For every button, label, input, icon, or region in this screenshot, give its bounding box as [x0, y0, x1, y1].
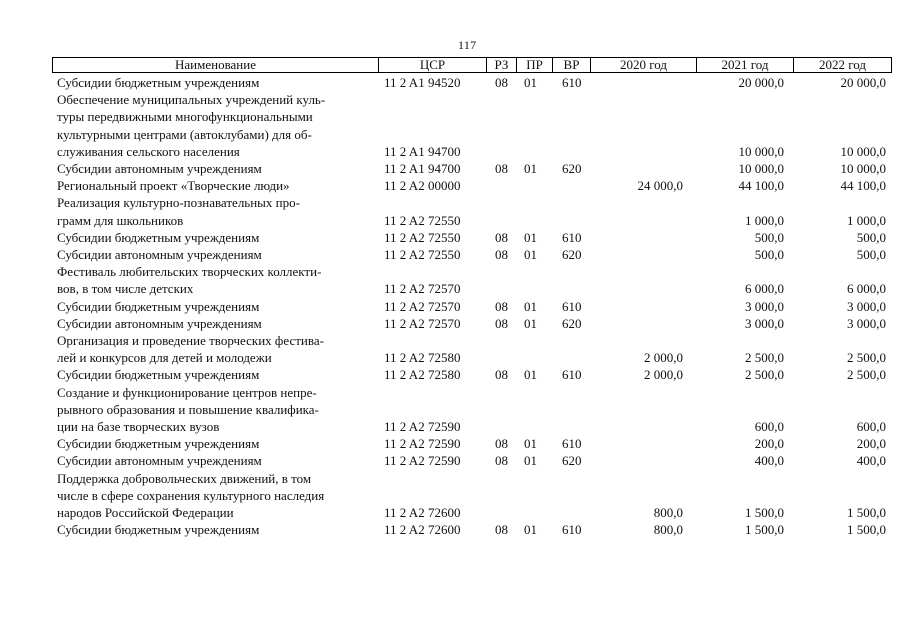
- row-value-2022: 1 500,0: [847, 522, 886, 538]
- row-pr: 01: [524, 247, 537, 263]
- row-rz: 08: [495, 298, 508, 314]
- row-csr: 11 2 A2 72580: [384, 350, 461, 366]
- row-name-line: Поддержка добровольческих движений, в том: [57, 470, 312, 486]
- row-name-line: рывного образования и повышение квалифика-: [57, 401, 319, 417]
- row-name-line: ции на базе творческих вузов: [57, 419, 220, 435]
- row-name-line: туры передвижными многофункциональными: [57, 109, 313, 125]
- row-value-2021: 400,0: [754, 453, 784, 469]
- row-name-line: Субсидии автономным учреждениям: [57, 315, 262, 331]
- header-pr: ПР: [516, 58, 552, 72]
- row-vr: 620: [562, 247, 582, 263]
- row-value-2021: 3 000,0: [745, 298, 784, 314]
- row-csr: 11 2 A2 72550: [384, 212, 461, 228]
- header-csr: ЦСР: [378, 58, 486, 72]
- row-csr: 11 2 A2 00000: [384, 178, 461, 194]
- row-value-2021: 2 500,0: [745, 350, 784, 366]
- row-name-line: Создание и функционирование центров непре-: [57, 384, 317, 400]
- row-value-2022: 500,0: [856, 247, 886, 263]
- row-rz: 08: [495, 161, 508, 177]
- row-vr: 620: [562, 315, 582, 331]
- row-value-2020: 2 000,0: [644, 367, 683, 383]
- row-name: [52, 366, 367, 383]
- table-row: [52, 298, 892, 315]
- row-value-2021: 44 100,0: [738, 178, 784, 194]
- row-rz: 08: [495, 436, 508, 452]
- row-name: [52, 263, 367, 297]
- row-value-2022: 10 000,0: [840, 161, 886, 177]
- row-value-2022: 1 000,0: [847, 212, 886, 228]
- row-value-2022: 10 000,0: [840, 143, 886, 159]
- row-name: [52, 315, 367, 332]
- row-name: [52, 332, 367, 366]
- row-value-2020: 800,0: [653, 505, 683, 521]
- header-2021: 2021 год: [696, 58, 793, 72]
- row-rz: 08: [495, 229, 508, 245]
- table-body: [52, 74, 892, 538]
- row-name-line: культурными центрами (автоклубами) для об-: [57, 126, 312, 142]
- row-csr: 11 2 A2 72550: [384, 229, 461, 245]
- header-2022: 2022 год: [793, 58, 891, 72]
- header-name: Наименование: [175, 57, 256, 72]
- row-rz: 08: [495, 315, 508, 331]
- row-name-line: Субсидии бюджетным учреждениям: [57, 75, 260, 90]
- row-name: [52, 74, 367, 91]
- table-row: [52, 229, 892, 246]
- row-value-2021: 3 000,0: [745, 315, 784, 331]
- row-value-2022: 44 100,0: [840, 178, 886, 194]
- row-value-2022: 200,0: [856, 436, 886, 452]
- row-value-2022: 400,0: [856, 453, 886, 469]
- table-row: [52, 315, 892, 332]
- row-value-2022: 1 500,0: [847, 505, 886, 521]
- row-pr: 01: [524, 315, 537, 331]
- row-name: [52, 160, 367, 177]
- row-csr: 11 2 A2 72580: [384, 367, 461, 383]
- row-value-2022: 3 000,0: [847, 298, 886, 314]
- table-row: [52, 332, 892, 366]
- row-name-line: Субсидии бюджетным учреждениям: [57, 436, 260, 452]
- table-row: [52, 435, 892, 452]
- row-name-line: Реализация культурно-познавательных про-: [57, 195, 300, 211]
- table-row: [52, 246, 892, 263]
- row-vr: 620: [562, 453, 582, 469]
- row-name-line: Субсидии бюджетным учреждениям: [57, 298, 260, 314]
- header-2020: 2020 год: [590, 58, 696, 72]
- row-value-2021: 20 000,0: [738, 75, 784, 90]
- row-rz: 08: [495, 367, 508, 383]
- row-name: [52, 384, 367, 436]
- row-name-line: Региональный проект «Творческие люди»: [57, 178, 290, 194]
- row-pr: 01: [524, 161, 537, 177]
- row-value-2021: 10 000,0: [738, 161, 784, 177]
- row-pr: 01: [524, 436, 537, 452]
- row-rz: 08: [495, 453, 508, 469]
- header-vr: ВР: [552, 58, 590, 72]
- row-pr: 01: [524, 367, 537, 383]
- row-vr: 610: [562, 367, 582, 383]
- row-name: [52, 521, 367, 538]
- table-row: [52, 194, 892, 228]
- row-name: [52, 229, 367, 246]
- row-csr: 11 2 A2 72590: [384, 436, 461, 452]
- row-name: [52, 470, 367, 522]
- row-csr: 11 2 A2 72600: [384, 505, 461, 521]
- row-name-line: лей и конкурсов для детей и молодежи: [57, 350, 272, 366]
- row-value-2021: 500,0: [754, 247, 784, 263]
- row-pr: 01: [524, 229, 537, 245]
- row-value-2022: 3 000,0: [847, 315, 886, 331]
- row-value-2020: 2 000,0: [644, 350, 683, 366]
- table-header: [52, 57, 892, 73]
- row-name: [52, 194, 367, 228]
- row-value-2022: 6 000,0: [847, 281, 886, 297]
- row-name: [52, 435, 367, 452]
- table-row: [52, 74, 892, 91]
- page-number: 117: [458, 38, 477, 52]
- row-name: [52, 91, 367, 160]
- row-name-line: Субсидии бюджетным учреждениям: [57, 367, 260, 383]
- header-rz: РЗ: [486, 58, 516, 72]
- row-csr: 11 2 A1 94700: [384, 161, 461, 177]
- row-value-2021: 10 000,0: [738, 143, 784, 159]
- row-value-2021: 1 000,0: [745, 212, 784, 228]
- row-name-line: Субсидии автономным учреждениям: [57, 453, 262, 469]
- row-vr: 610: [562, 75, 582, 90]
- row-name-line: грамм для школьников: [57, 212, 184, 228]
- row-value-2022: 600,0: [856, 419, 886, 435]
- row-value-2022: 2 500,0: [847, 367, 886, 383]
- row-name-line: Обеспечение муниципальных учреждений куль-: [57, 92, 326, 108]
- table-row: [52, 263, 892, 297]
- row-csr: 11 2 A2 72600: [384, 522, 461, 538]
- row-vr: 620: [562, 161, 582, 177]
- row-csr: 11 2 A1 94700: [384, 143, 461, 159]
- row-value-2021: 6 000,0: [745, 281, 784, 297]
- row-rz: 08: [495, 247, 508, 263]
- row-name-line: вов, в том числе детских: [57, 281, 194, 297]
- row-csr: 11 2 A1 94520: [384, 75, 461, 90]
- row-name-line: служивания сельского населения: [57, 143, 240, 159]
- row-csr: 11 2 A2 72570: [384, 298, 461, 314]
- row-value-2020: 24 000,0: [637, 178, 683, 194]
- row-value-2022: 20 000,0: [840, 75, 886, 90]
- row-value-2021: 1 500,0: [745, 505, 784, 521]
- row-csr: 11 2 A2 72570: [384, 281, 461, 297]
- row-name: [52, 452, 367, 469]
- table-row: [52, 366, 892, 383]
- row-pr: 01: [524, 298, 537, 314]
- table-row: [52, 160, 892, 177]
- row-rz: 08: [495, 522, 508, 538]
- row-vr: 610: [562, 298, 582, 314]
- table-row: [52, 470, 892, 522]
- row-csr: 11 2 A2 72590: [384, 419, 461, 435]
- row-name-line: Субсидии автономным учреждениям: [57, 247, 262, 263]
- row-name-line: Субсидии бюджетным учреждениям: [57, 522, 260, 538]
- row-name-line: Субсидии бюджетным учреждениям: [57, 229, 260, 245]
- table-row: [52, 452, 892, 469]
- table-row: [52, 91, 892, 160]
- row-rz: 08: [495, 75, 508, 90]
- row-pr: 01: [524, 522, 537, 538]
- row-value-2022: 500,0: [856, 229, 886, 245]
- row-pr: 01: [524, 453, 537, 469]
- row-name-line: числе в сфере сохранения культурного наследия: [57, 487, 325, 503]
- row-csr: 11 2 A2 72570: [384, 315, 461, 331]
- row-vr: 610: [562, 436, 582, 452]
- row-csr: 11 2 A2 72590: [384, 453, 461, 469]
- row-value-2020: 800,0: [653, 522, 683, 538]
- row-csr: 11 2 A2 72550: [384, 247, 461, 263]
- row-name: [52, 246, 367, 263]
- row-value-2021: 2 500,0: [745, 367, 784, 383]
- row-name: [52, 298, 367, 315]
- row-name-line: народов Российской Федерации: [57, 505, 234, 521]
- row-pr: 01: [524, 75, 537, 90]
- row-value-2021: 1 500,0: [745, 522, 784, 538]
- row-name-line: Организация и проведение творческих фестива-: [57, 333, 324, 349]
- table-row: [52, 521, 892, 538]
- row-value-2022: 2 500,0: [847, 350, 886, 366]
- row-value-2021: 600,0: [754, 419, 784, 435]
- row-vr: 610: [562, 522, 582, 538]
- row-value-2021: 200,0: [754, 436, 784, 452]
- row-value-2021: 500,0: [754, 229, 784, 245]
- row-name: [52, 177, 367, 194]
- table-row: [52, 384, 892, 436]
- row-name-line: Субсидии автономным учреждениям: [57, 161, 262, 177]
- table-row: [52, 177, 892, 194]
- row-vr: 610: [562, 229, 582, 245]
- row-name-line: Фестиваль любительских творческих коллекти-: [57, 264, 322, 280]
